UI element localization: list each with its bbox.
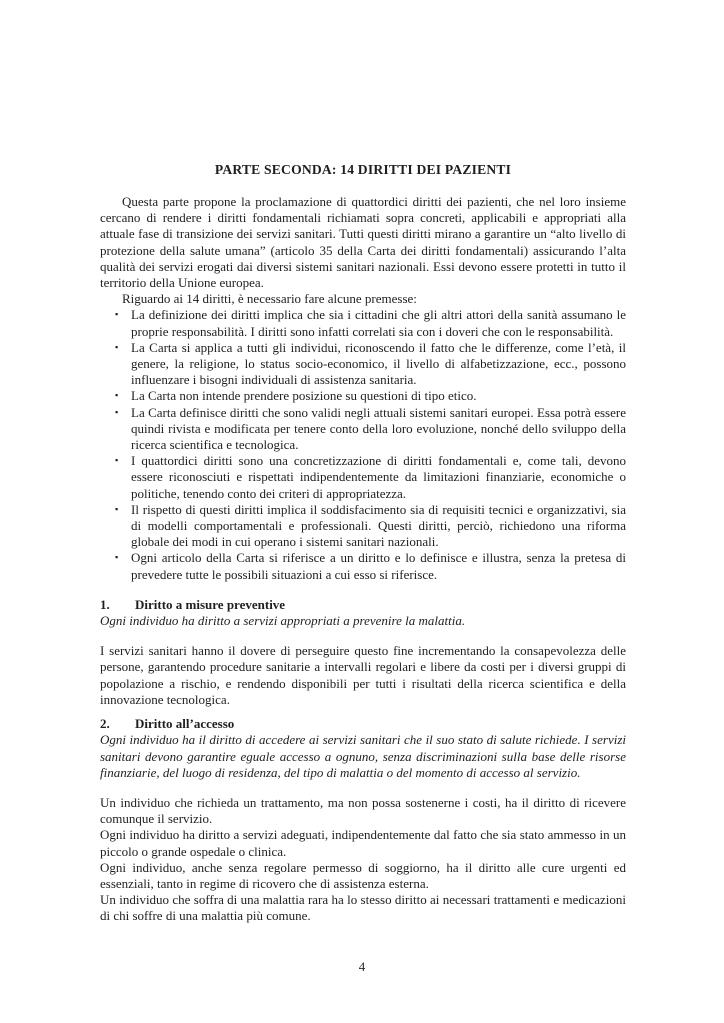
page-title: PARTE SECONDA: 14 DIRITTI DEI PAZIENTI — [214, 162, 512, 177]
premise-list — [100, 307, 626, 582]
section-diritto-accesso — [100, 716, 626, 924]
list-item — [100, 502, 626, 551]
page-number: 4 — [358, 959, 366, 974]
list-item — [100, 405, 626, 454]
right-statement: Ogni individuo ha il diritto di accedere ai servizi sanitari che il suo stato di salute richiede. I servizi sanitari devono garantire eguale accesso a ognuno, senza discriminazioni sulla base delle risorse finanziarie, del luogo di residenza, del tipo di malattia o del momento di accesso al servizio. — [100, 732, 626, 780]
square-bullet-icon: ▪ — [115, 341, 119, 352]
list-item — [100, 550, 626, 582]
section-paragraph: Ogni individuo ha diritto a servizi adeguati, indipendentemente dal fatto che sia stato ammesso in un piccolo o grande ospedale o clinica. — [100, 827, 626, 859]
list-item-text: Il rispetto di questi diritti implica il soddisfacimento sia di requisiti tecnici e organizzativi, sia di modelli comportamentali e professionali. Questi diritti, perciò, richiedono una riforma globale dei modi in cui operano i sistemi sanitari nazionali. — [131, 501, 626, 550]
right-statement: Ogni individuo ha diritto a servizi appropriati a prevenire la malattia. — [100, 613, 466, 629]
section-title: Diritto a misure preventive — [135, 596, 286, 612]
square-bullet-icon: ▪ — [115, 455, 119, 466]
premise-lead: Riguardo ai 14 diritti, è necessario fare alcune premesse: — [122, 291, 417, 307]
section-paragraph: Un individuo che soffra di una malattia rara ha lo stesso diritto ai necessari trattamenti e medicazioni di chi soffre di una malattia più comune. — [100, 892, 626, 924]
section-paragraph: Ogni individuo, anche senza regolare permesso di soggiorno, ha il diritto alle cure urgenti ed essenziali, tanto in regime di ricovero che di assistenza esterna. — [100, 859, 626, 891]
square-bullet-icon: ▪ — [115, 406, 119, 417]
section-title: Diritto all’accesso — [135, 716, 235, 732]
page-content — [100, 161, 626, 925]
section-number: 2. — [100, 716, 110, 732]
square-bullet-icon: ▪ — [115, 390, 119, 401]
square-bullet-icon: ▪ — [115, 309, 119, 320]
list-item — [100, 453, 626, 502]
section-diritto-misure-preventive — [100, 597, 626, 708]
list-item-text: La definizione dei diritti implica che sia i cittadini che gli altri attori della sanità assumano le proprie responsabilità. I diritti sono infatti correlati sia con i doveri che con le responsabilità. — [131, 307, 626, 339]
list-item — [100, 340, 626, 389]
intro-paragraph: Questa parte propone la proclamazione di quattordici diritti dei pazienti, che nel loro insieme cercano di rendere i diritti fondamentali richiamati sopra concreti, applicabili e appropriati alla attuale fase di transizione dei servizi sanitari. Tutti questi diritti mirano a garantire un “alto livello di protezione della salute umana” (articolo 35 della Carta dei diritti fondamentali) assicurando l’alta qualità dei servizi erogati dai diversi sistemi sanitari nazionali. Essi devono essere protetti in tutto il territorio della Unione europea. — [100, 194, 626, 291]
list-item — [100, 388, 626, 404]
list-item-text: La Carta si applica a tutti gli individui, riconoscendo il fatto che le differenze, come l’età, il genere, la religione, lo status socio-economico, il livello di alfabetizzazione, ecc., possono influenzare i bisogni individuali di assistenza sanitaria. — [131, 339, 626, 388]
section-heading — [100, 716, 626, 732]
list-item-text: La Carta non intende prendere posizione su questioni di tipo etico. — [131, 388, 477, 404]
list-item-text: Ogni articolo della Carta si riferisce a un diritto e lo definisce e illustra, senza la pretesa di prevedere tutte le possibili situazioni a cui esso si riferisce. — [131, 550, 626, 582]
list-item-text: I quattordici diritti sono una concretizzazione di diritti fondamentali e, come tali, devono essere riconosciuti e rispettati indipendentemente da limitazioni finanziarie, economiche o politiche, tenendo conto dei criteri di appropriatezza. — [131, 453, 626, 501]
square-bullet-icon: ▪ — [115, 503, 119, 514]
list-item-text: La Carta definisce diritti che sono validi negli attuali sistemi sanitari europei. Essa potrà essere quindi rivista e modificata per tenere conto della loro evoluzione, nonché dello sviluppo della ricerca scientifica e tecnologica. — [131, 404, 626, 453]
list-item — [100, 307, 626, 339]
section-paragraph: I servizi sanitari hanno il dovere di perseguire questo fine incrementando la consapevolezza delle persone, garantendo procedure sanitarie a intervalli regolari e libere da costi per i diversi gruppi di popolazione a rischio, e rendendo disponibili per tutti i risultati della ricerca scientifica e della innovazione tecnologica. — [100, 643, 626, 707]
section-paragraph: Un individuo che richieda un trattamento, ma non possa sostenerne i costi, ha il diritto di ricevere comunque il servizio. — [100, 794, 626, 827]
section-heading — [100, 597, 626, 613]
section-number: 1. — [100, 596, 110, 612]
square-bullet-icon: ▪ — [115, 552, 119, 563]
